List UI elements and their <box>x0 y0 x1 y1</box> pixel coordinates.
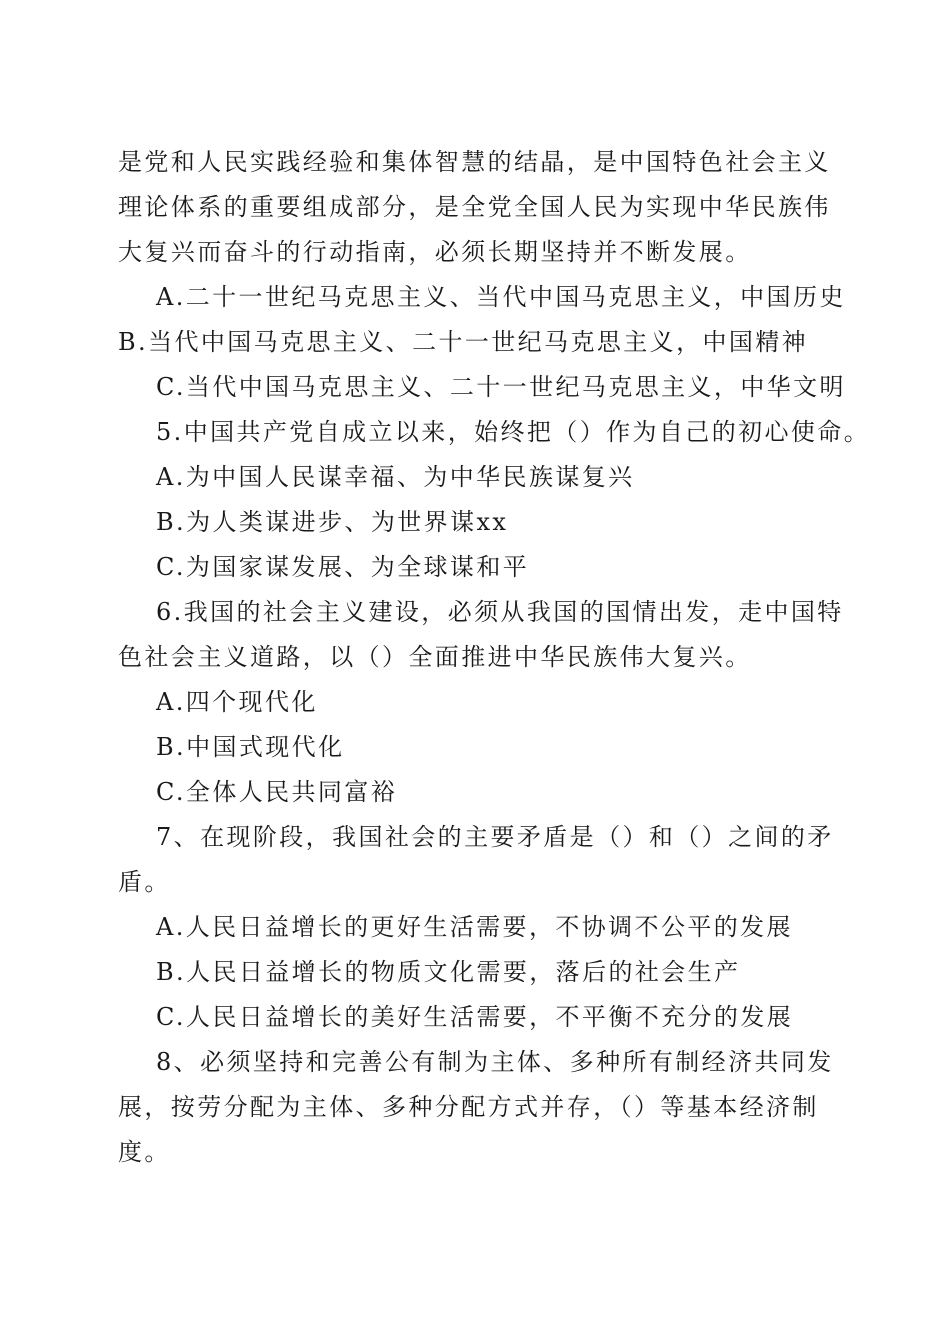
text-line: 是党和人民实践经验和集体智慧的结晶，是中国特色社会主义 <box>118 148 831 176</box>
document-body <box>118 140 871 1175</box>
text-line: 度。 <box>118 1138 171 1166</box>
text-line: 5.中国共产党自成立以来，始终把（）作为自己的初心使命。 <box>156 418 871 446</box>
text-line: B.为人类谋进步、为世界谋xx <box>156 508 509 536</box>
paragraph-continuation <box>118 140 830 275</box>
text-line: 8、必须坚持和完善公有制为主体、多种所有制经济共同发 <box>156 1048 834 1076</box>
text-line: B.人民日益增长的物质文化需要，落后的社会生产 <box>156 958 741 986</box>
text-line: A.为中国人民谋幸福、为中华民族谋复兴 <box>156 463 635 491</box>
question-7-option-b <box>118 950 830 995</box>
question-7-option-a <box>118 905 830 950</box>
text-line: 大复兴而奋斗的行动指南，必须长期坚持并不断发展。 <box>118 238 752 266</box>
text-line: 7、在现阶段，我国社会的主要矛盾是（）和（）之间的矛 <box>156 823 834 851</box>
text-line: A.四个现代化 <box>156 688 318 716</box>
text-line: B.当代中国马克思主义、二十一世纪马克思主义，中国精神 <box>118 328 809 356</box>
question-6-option-a <box>118 680 830 725</box>
question-5 <box>118 410 871 455</box>
text-line: 盾。 <box>118 868 171 896</box>
question-5-option-c <box>118 545 830 590</box>
question-7 <box>118 815 834 905</box>
question-7-option-c <box>118 995 830 1040</box>
question-5-option-b <box>118 500 830 545</box>
question-4-option-c <box>118 365 846 410</box>
text-line: 色社会主义道路，以（）全面推进中华民族伟大复兴。 <box>118 643 752 671</box>
text-line: 6.我国的社会主义建设，必须从我国的国情出发，走中国特 <box>156 598 844 626</box>
question-6-option-b <box>118 725 830 770</box>
question-6 <box>118 590 844 680</box>
text-line: C.为国家谋发展、为全球谋和平 <box>156 553 530 581</box>
text-line: C.当代中国马克思主义、二十一世纪马克思主义，中华文明 <box>156 373 846 401</box>
question-4-option-b <box>118 320 830 365</box>
question-8 <box>118 1040 834 1175</box>
question-5-option-a <box>118 455 830 500</box>
question-6-option-c <box>118 770 830 815</box>
text-line: A.人民日益增长的更好生活需要，不协调不公平的发展 <box>156 913 793 941</box>
text-line: 展，按劳分配为主体、多种分配方式并存，（）等基本经济制 <box>118 1093 819 1121</box>
text-line: 理论体系的重要组成部分，是全党全国人民为实现中华民族伟 <box>118 193 831 221</box>
text-line: C.全体人民共同富裕 <box>156 778 398 806</box>
text-line: A.二十一世纪马克思主义、当代中国马克思主义，中国历史 <box>156 283 846 311</box>
text-line: C.人民日益增长的美好生活需要，不平衡不充分的发展 <box>156 1003 794 1031</box>
text-line: B.中国式现代化 <box>156 733 345 761</box>
question-4-option-a <box>118 275 846 320</box>
